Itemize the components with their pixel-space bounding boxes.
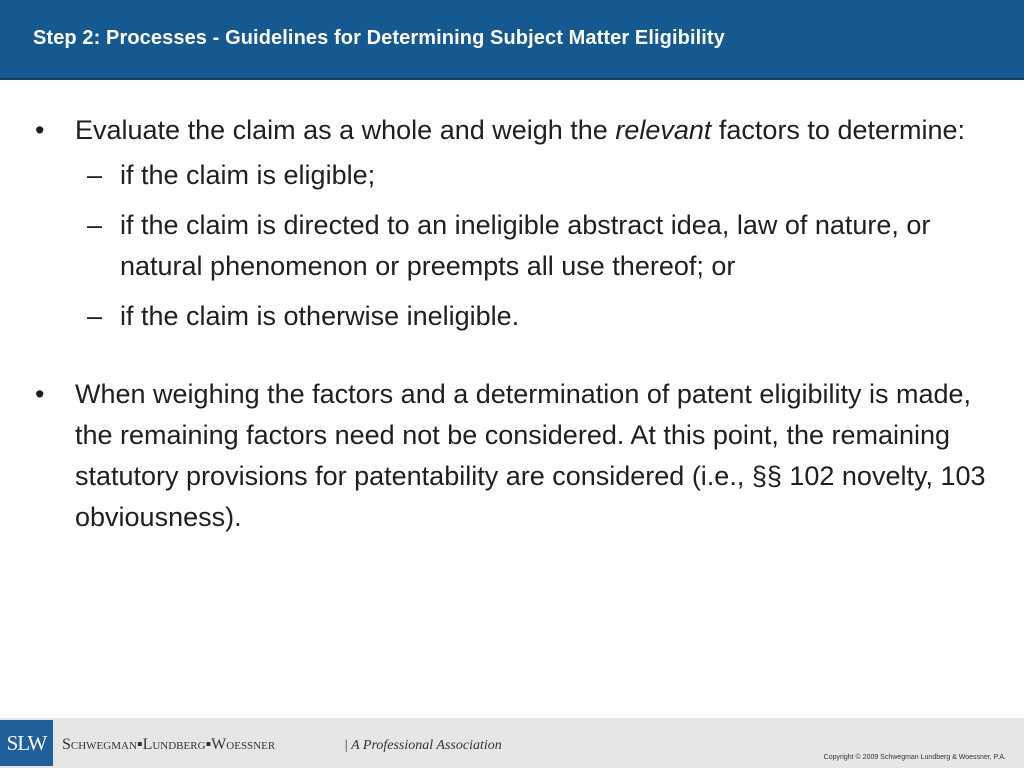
firm-tagline: | A Professional Association [344,738,502,753]
sub-bullet-list [0,155,1024,337]
sub-bullet-text: if the claim is otherwise ineligible. [120,301,520,331]
bullet-text-after: factors to determine: [711,115,966,145]
dash-icon: – [87,210,103,240]
sub-bullet-text: if the claim is eligible; [120,160,376,190]
bullet-icon: • [35,379,45,409]
slide-title: Step 2: Processes - Guidelines for Determining Subject Matter Eligibility [33,27,725,49]
firm-logo: SLW [0,720,53,766]
bullet-icon: • [35,115,45,145]
bullet-item-evaluate [35,110,995,151]
dash-icon: – [87,160,103,190]
bullet-item-weighing [35,374,995,538]
copyright-notice: Copyright © 2009 Schwegman Lundberg & Woessner, P.A. [823,754,1006,761]
dash-icon: – [87,301,103,331]
sub-bullet-item [87,205,1000,287]
slide-header [0,0,1024,80]
bullet-text-before: Evaluate the claim as a whole and weigh the [75,115,616,145]
slide-body [0,110,1024,538]
sub-bullet-text: if the claim is directed to an ineligible abstract idea, law of nature, or natural phenomenon or preempts all use thereof; or [120,210,931,281]
sub-bullet-item [87,296,1000,337]
bullet-spacer [0,346,1024,374]
slide-footer [0,718,1024,768]
bullet-text-emphasis: relevant [615,115,712,145]
sub-bullet-item [87,155,1000,196]
bullet-text: When weighing the factors and a determination of patent eligibility is made, the remaining factors need not be considered. At this point, the remaining statutory provisions for patentability are considered (i.e., §§ 102 novelty, 103 obviousness). [75,379,986,532]
firm-name: Schwegman▪Lundberg▪Woessner [62,736,276,753]
